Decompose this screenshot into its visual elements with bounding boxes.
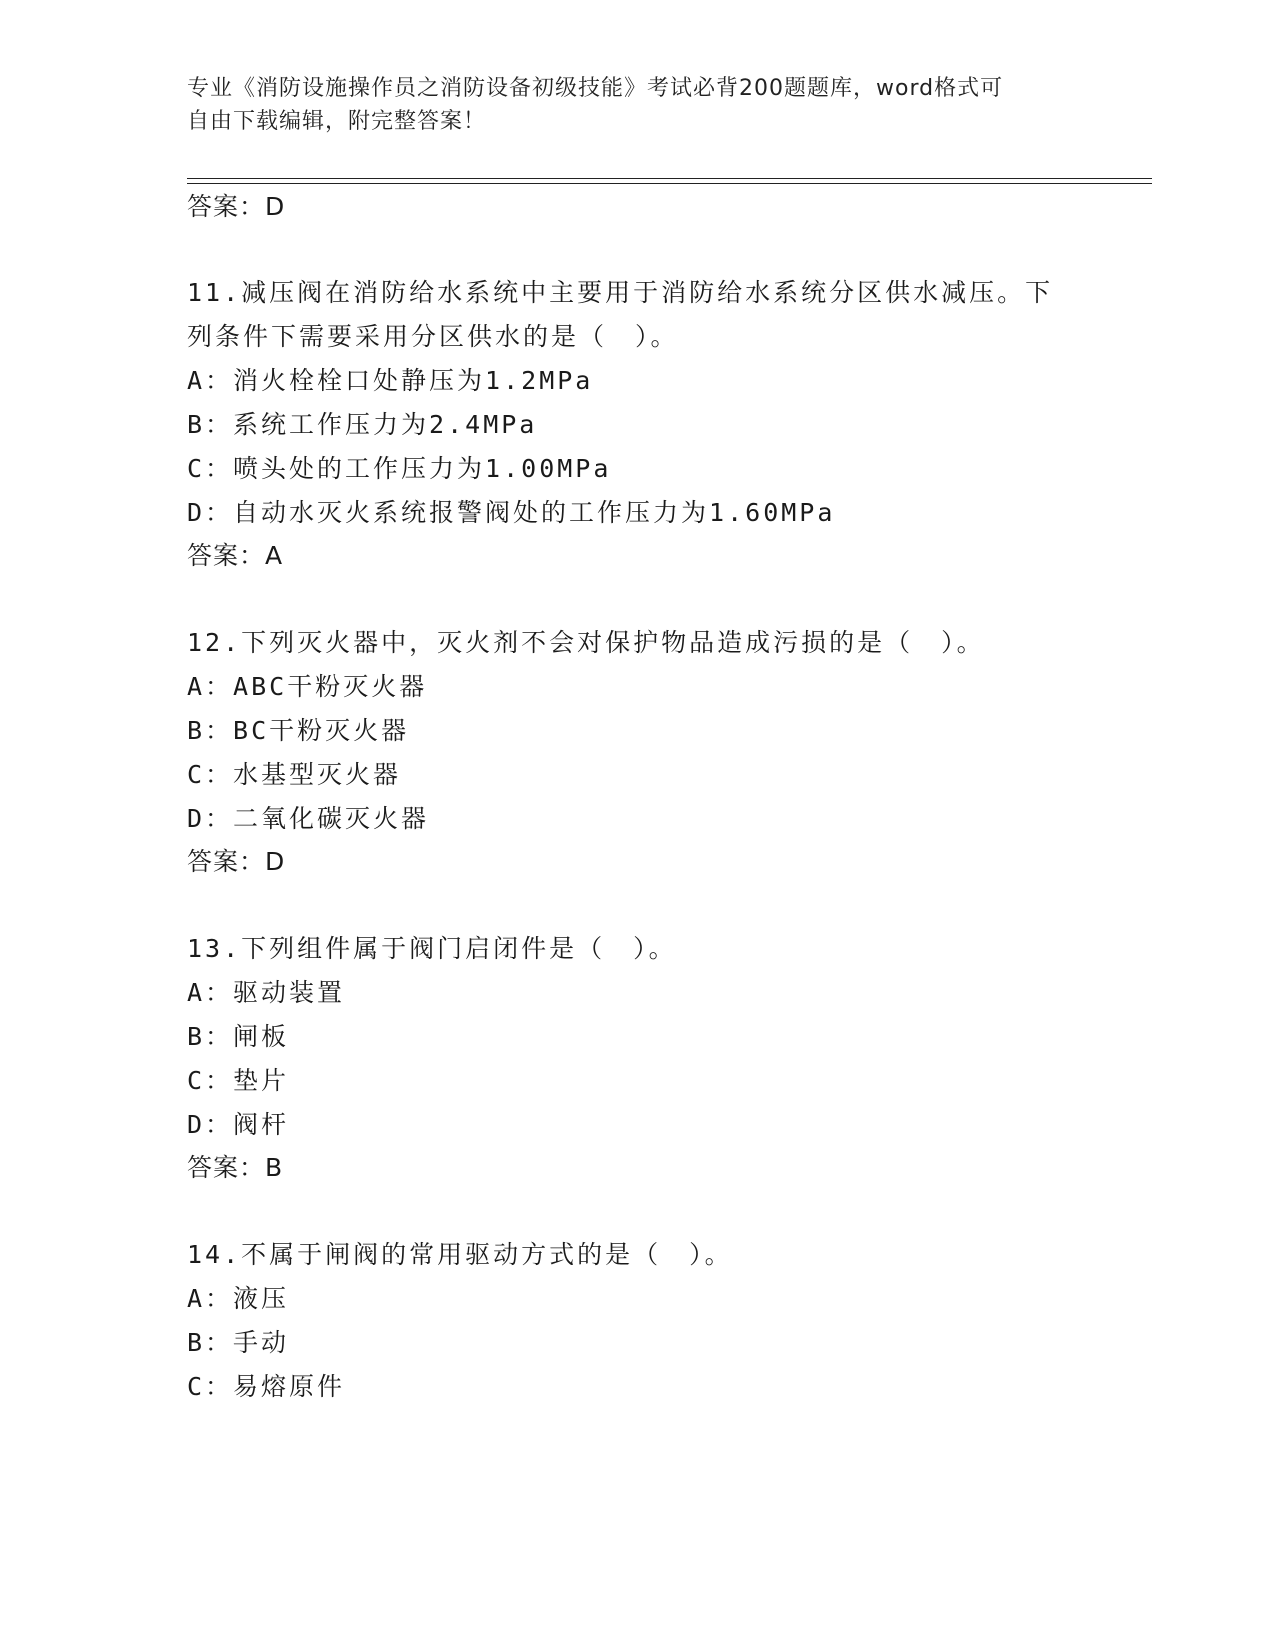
previous-answer: 答案：D [187,192,286,221]
question-11-option-d: D：自动水灭火系统报警阀处的工作压力为1.60MPa [187,498,836,527]
question-11-stem-line-2: 列条件下需要采用分区供水的是（ ）。 [187,322,679,351]
question-11-option-c: C：喷头处的工作压力为1.00MPa [187,454,612,483]
header-divider-bottom [187,183,1152,184]
question-12-answer: 答案：D [187,847,286,876]
question-11-stem-line-1: 11.减压阀在消防给水系统中主要用于消防给水系统分区供水减压。下 [187,278,1054,307]
question-14-option-a: A：液压 [187,1284,290,1313]
question-11-option-a: A：消火栓栓口处静压为1.2MPa [187,366,594,395]
question-12-option-b: B：BC干粉灭火器 [187,716,410,745]
question-13-answer: 答案：B [187,1153,284,1182]
question-12-stem: 12.下列灭火器中，灭火剂不会对保护物品造成污损的是（ ）。 [187,628,985,657]
page-header [187,72,1087,138]
question-13-option-d: D：阀杆 [187,1110,290,1139]
header-line-1: 专业《消防设施操作员之消防设备初级技能》考试必背200题题库，word格式可 [187,76,1004,101]
question-12-option-d: D：二氧化碳灭火器 [187,804,430,833]
header-line-2: 自由下载编辑，附完整答案！ [187,109,487,134]
question-11-option-b: B：系统工作压力为2.4MPa [187,410,538,439]
question-14-stem: 14.不属于闸阀的常用驱动方式的是（ ）。 [187,1240,733,1269]
question-11-answer: 答案：A [187,541,284,570]
question-13-option-b: B：闸板 [187,1022,290,1051]
header-divider-top [187,178,1152,179]
question-13-stem: 13.下列组件属于阀门启闭件是（ ）。 [187,934,677,963]
question-14-option-c: C：易熔原件 [187,1372,346,1401]
question-14-option-b: B：手动 [187,1328,290,1357]
question-12-option-a: A：ABC干粉灭火器 [187,672,428,701]
question-12-option-c: C：水基型灭火器 [187,760,402,789]
question-13-option-a: A：驱动装置 [187,978,346,1007]
question-13-option-c: C：垫片 [187,1066,290,1095]
